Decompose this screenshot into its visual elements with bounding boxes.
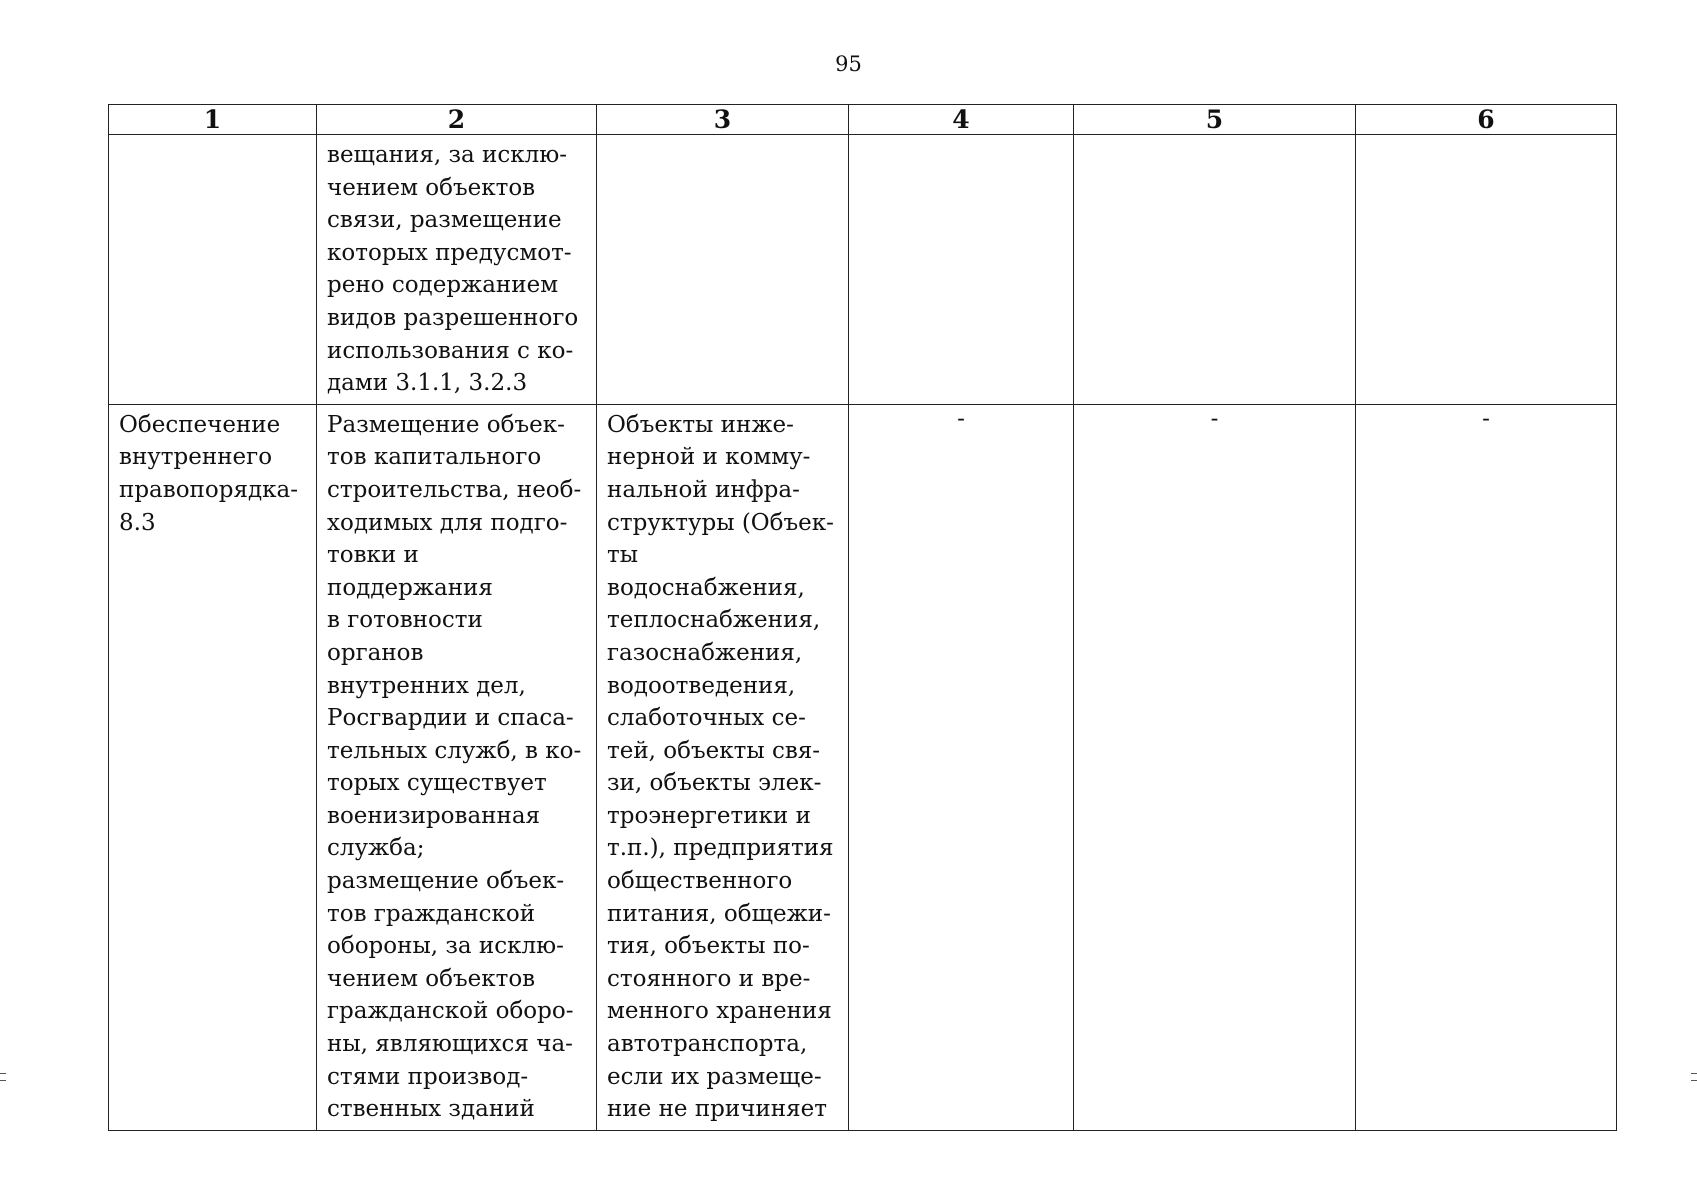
page-number: 95 (835, 52, 862, 76)
scan-edge-mark-right (1691, 1073, 1697, 1081)
dash-value: - (957, 405, 965, 432)
table-cell (109, 404, 317, 1130)
cell-text (849, 135, 1073, 139)
table-cell (109, 135, 317, 405)
table-header-row (109, 105, 1617, 135)
cell-text: вещания, за исклю- чением объектов связи, размещение которых предусмот- рено содержанием видов разрешенного использования с ко- дами 3.1.1, 3.2.3 (327, 142, 579, 397)
dash-value: - (1210, 405, 1219, 432)
column-header-3: 3 (597, 105, 849, 135)
table-cell (1356, 404, 1617, 1130)
land-use-description: Размещение объек- тов капитального строительства, необ- ходимых для подго- товки и поддержания в готовности органов внутренних дел, Росгвардии и спаса- тельных служб, в ко- торых существует военизированная служба; размещение объек- тов гражданской обороны, за исклю- чением объектов гражданской оборо- ны, являющихся ча- стями производ- ственных зданий (327, 411, 582, 1123)
cell-text (597, 135, 848, 143)
table-cell (597, 404, 849, 1130)
table-cell (1074, 404, 1356, 1130)
cell-text (1356, 135, 1616, 139)
cell-text (109, 135, 316, 143)
table-row (109, 404, 1617, 1130)
cell-text (1074, 135, 1355, 139)
table-cell (317, 404, 597, 1130)
table-cell (1074, 135, 1356, 405)
auxiliary-use-description: Объекты инже- нерной и комму- нальной инфра- структуры (Объек- ты водоснабжения, теплоснабжения, газоснабжения, водоотведения, слаботочных се- тей, объекты свя- зи, объекты элек- троэнергетики и т.п.), предприятия общественного питания, общежи- тия, объекты по- стоянного и вре- менного хранения автотранспорта, если их размеще- ние не причиняет (607, 411, 834, 1123)
regulations-table (108, 104, 1617, 1131)
column-header-5: 5 (1074, 105, 1356, 135)
column-header-2: 2 (317, 105, 597, 135)
land-use-type: Обеспечение внутреннего правопорядка- 8.3 (119, 411, 298, 536)
column-header-6: 6 (1356, 105, 1617, 135)
column-header-4: 4 (849, 105, 1074, 135)
table-cell (849, 135, 1074, 405)
scan-edge-mark-left (0, 1073, 6, 1081)
column-header-1: 1 (109, 105, 317, 135)
table-cell (849, 404, 1074, 1130)
table-row (109, 135, 1617, 405)
table-cell (1356, 135, 1617, 405)
table-cell (317, 135, 597, 405)
table-cell (597, 135, 849, 405)
dash-value: - (1482, 405, 1490, 432)
